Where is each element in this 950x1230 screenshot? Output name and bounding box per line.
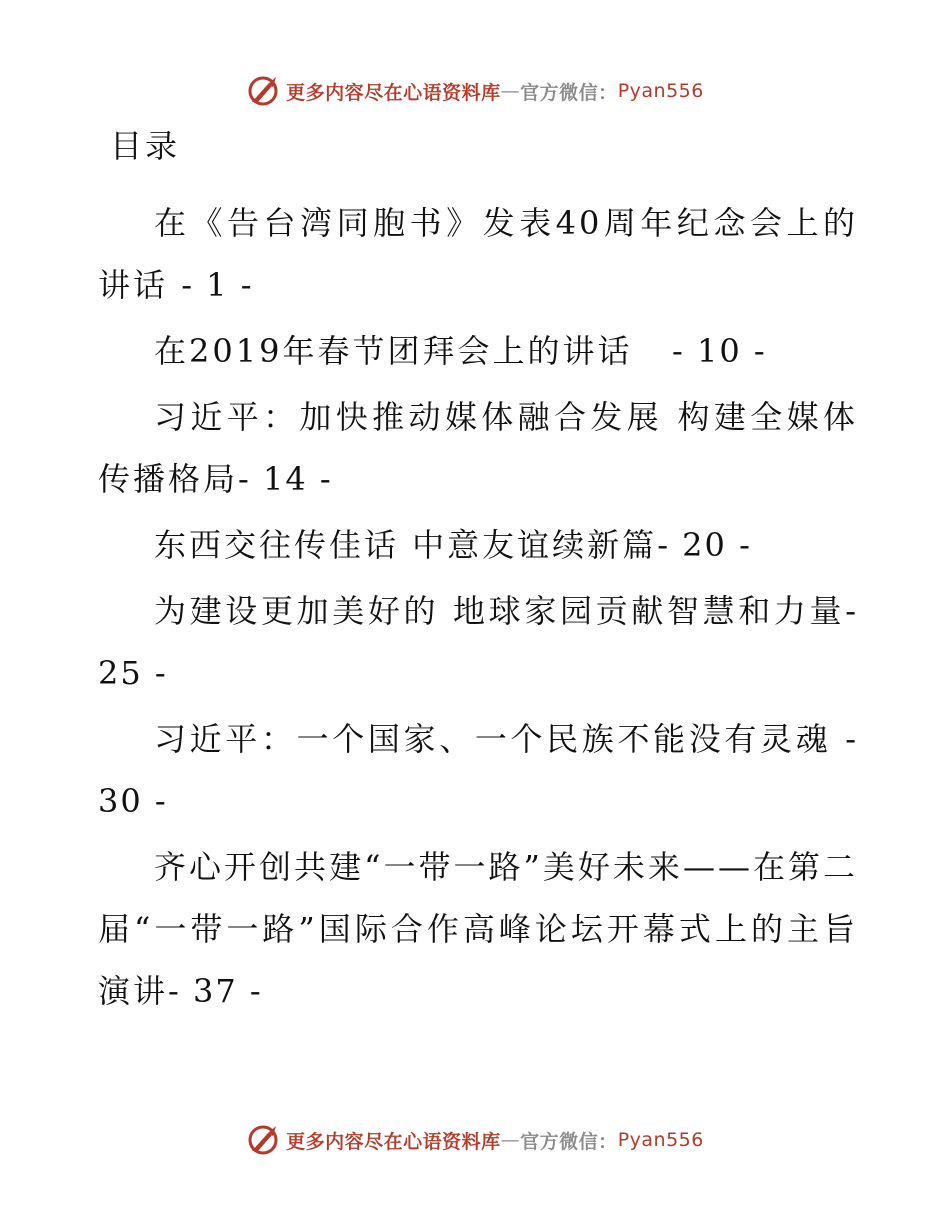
toc-entry-page-number: - 37 - (168, 972, 263, 1010)
quill-pen-logo-icon (246, 74, 280, 108)
watermark-separator: — (500, 1129, 521, 1151)
toc-entry-page-number: - 1 - (181, 266, 254, 304)
toc-entry[interactable] (98, 708, 871, 832)
toc-entry-page-number: - 25 - (98, 592, 871, 692)
toc-entry[interactable] (98, 514, 858, 576)
toc-entry-title: 东西交往传佳话 中意友谊续新篇 (154, 526, 658, 564)
toc-entry[interactable] (98, 386, 858, 510)
watermark-account-label: 官方微信： (520, 1130, 618, 1153)
toc-title: 目录 (110, 127, 181, 165)
toc-entry-title: 习近平：一个国家、一个民族不能没有灵魂 (154, 720, 846, 758)
toc-entry-title: 为建设更加美好的 地球家园贡献智慧和力量 (154, 592, 846, 630)
watermark-brand: 更多内容尽在心语资料库 (286, 81, 501, 104)
toc-entry[interactable] (98, 836, 858, 1022)
toc-entry-page-number: - 10 - (671, 332, 767, 370)
watermark-wechat-id: Pyan556 (617, 80, 704, 102)
watermark-wechat-id: Pyan556 (617, 1129, 704, 1151)
watermark-separator: — (500, 80, 521, 102)
footer-watermark (0, 1120, 950, 1160)
toc-entry-title: 在2019年春节团拜会上的讲话 (154, 332, 672, 370)
toc-entry-title: 齐心开创共建“一带一路”美好未来——在第二届“一带一路”国际合作高峰论坛开幕式上的主旨演讲 (98, 848, 858, 1010)
toc-entry[interactable] (98, 320, 858, 382)
toc-entry-page-number: - 30 - (98, 720, 871, 820)
toc-entry-page-number: - 20 - (657, 526, 752, 564)
toc-entry[interactable] (98, 192, 858, 316)
watermark-account-label: 官方微信： (520, 81, 618, 104)
toc-entry-title: 习近平：加快推动媒体融合发展 构建全媒体传播格局 (98, 398, 858, 498)
toc-entry[interactable] (98, 580, 871, 704)
toc-entry-page-number: - 14 - (238, 460, 333, 498)
watermark-brand: 更多内容尽在心语资料库 (286, 1130, 501, 1153)
toc-entry-title: 在《告台湾同胞书》发表40周年纪念会上的讲话 (98, 204, 858, 304)
quill-pen-logo-icon (246, 1123, 280, 1157)
header-watermark (0, 71, 950, 111)
toc-list (98, 192, 871, 1026)
